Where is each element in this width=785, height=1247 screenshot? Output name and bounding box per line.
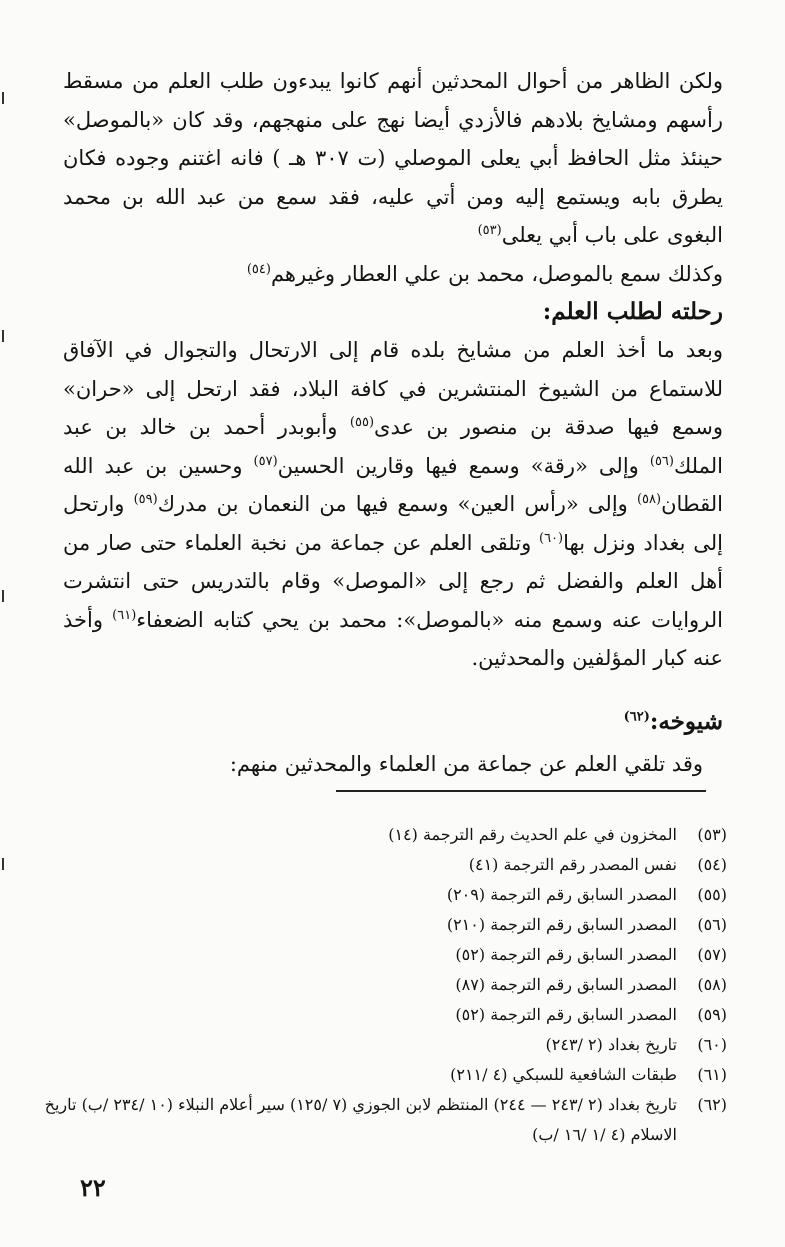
footnote-number: (٥٣) xyxy=(697,825,727,844)
footnote-number: (٥٧) xyxy=(697,945,727,964)
footnote-item xyxy=(37,910,727,940)
footnote-text: المصدر السابق رقم الترجمة (٥٢) xyxy=(455,1005,677,1024)
paragraph-3-text-a: وبعد ما أخذ العلم من مشايخ بلده قام إلى الارتحال والتجوال في الآفاق للاستماع من الشيوخ المنتشرين في كافة البلاد، فقد ارتحل إلى «حران» وسمع فيها صدقة بن منصور بن عدى xyxy=(63,338,723,439)
paragraph-3-text-e: وإلى «رأس العين» وسمع فيها من النعمان بن مدرك xyxy=(157,492,637,516)
footnote-item xyxy=(37,1060,727,1090)
footnote-item xyxy=(37,940,727,970)
paragraph-3-text-c: وإلى «رقة» وسمع فيها وقارين الحسين xyxy=(277,453,650,478)
teachers-intro: وقد تلقي العلم عن جماعة من العلماء والمحدثين منهم: xyxy=(229,752,703,776)
scan-edge-mark xyxy=(2,858,4,870)
scan-edge-mark xyxy=(2,92,4,104)
footnote-number: (٥٤) xyxy=(697,855,727,874)
footnote-text: تاريخ بغداد (٢ /٢٤٣) xyxy=(545,1035,677,1054)
paragraph-3-text-g: وتلقى العلم عن جماعة من نخبة العلماء حتى صار من أهل العلم والفضل ثم رجع إلى «الموصل» وقام بالتدريس حتى انتشرت الروايات عنه وسمع منه «بالموصل»: محمد بن يحي كتابه الضعفاء xyxy=(63,530,723,632)
footnote-ref-58[interactable]: (٥٨) xyxy=(636,492,662,507)
paragraph-3-text-d: وحسين بن عبد الله القطان xyxy=(63,453,723,516)
section-heading-travel: رحلته لطلب العلم: xyxy=(542,298,723,325)
footnote-divider xyxy=(336,790,706,792)
footnote-number: (٥٥) xyxy=(697,885,727,904)
paragraph-1-text: ولكن الظاهر من أحوال المحدثين أنهم كانوا يبدءون طلب العلم من مسقط رأسهم ومشايخ بلادهم فالأزدي أيضا نهج على منهجهم، وقد كان «بالموصل» حينئذ مثل الحافظ أبي يعلى الموصلي (ت ٣٠٧ هـ ) فانه اغتنم وجوده فكان يطرق بابه ويستمع إليه ومن أتي عليه، فقد سمع من عبد الله بن محمد البغوى على باب أبي يعلى xyxy=(63,69,724,247)
footnote-text: المصدر السابق رقم الترجمة (٨٧) xyxy=(455,975,677,994)
paragraph-3-text-f: وارتحل إلى بغداد ونزل بها xyxy=(63,492,724,555)
paragraph-3-text-b: وأبوبدر أحمد بن خالد بن عبد الملك xyxy=(63,415,724,478)
footnote-item xyxy=(37,1090,727,1150)
footnote-ref-59[interactable]: (٥٩) xyxy=(133,492,158,507)
footnote-ref-60[interactable]: (٦٠) xyxy=(538,530,564,546)
footnotes-list xyxy=(37,820,727,1150)
footnote-ref-61[interactable]: (٦١) xyxy=(112,607,137,623)
section-heading-teachers-text: شيوخه: xyxy=(649,708,723,735)
footnote-text: المصدر السابق رقم الترجمة (٥٢) xyxy=(455,945,677,964)
scan-edge-mark xyxy=(2,590,4,602)
paragraph-2-text: وكذلك سمع بالموصل، محمد بن علي العطار وغيرهم xyxy=(270,261,723,286)
footnote-number: (٦٠) xyxy=(697,1035,727,1054)
footnote-text: نفس المصدر رقم الترجمة (٤١) xyxy=(468,855,677,874)
scan-edge-mark xyxy=(2,330,4,342)
footnote-item xyxy=(37,1000,727,1030)
footnote-item xyxy=(37,1030,727,1060)
footnote-number: (٦٢) xyxy=(697,1095,727,1114)
footnote-number: (٦١) xyxy=(697,1065,727,1084)
paragraph-2 xyxy=(63,255,723,294)
footnote-item xyxy=(37,970,727,1000)
footnote-text: المصدر السابق رقم الترجمة (٢١٠) xyxy=(446,915,677,934)
footnote-number: (٥٨) xyxy=(697,975,727,994)
page-number: ٢٢ xyxy=(80,1173,106,1202)
footnote-item xyxy=(37,880,727,910)
footnote-number: (٥٦) xyxy=(697,915,727,934)
footnote-ref-57[interactable]: (٥٧) xyxy=(253,453,278,469)
footnote-text: المخزون في علم الحديث رقم الترجمة (١٤) xyxy=(388,825,677,844)
footnote-item xyxy=(37,820,727,850)
footnote-ref-56[interactable]: (٥٦) xyxy=(649,453,674,469)
footnote-ref-54[interactable]: (٥٤) xyxy=(246,261,271,277)
footnote-ref-55[interactable]: (٥٥) xyxy=(349,415,375,430)
paragraph-1 xyxy=(63,62,723,255)
section-heading-teachers xyxy=(624,708,723,735)
main-text xyxy=(63,62,723,678)
paragraph-3 xyxy=(63,331,723,678)
footnote-text: المصدر السابق رقم الترجمة (٢٠٩) xyxy=(446,885,677,904)
footnote-ref-62[interactable]: (٦٢) xyxy=(623,709,650,725)
footnote-text: طبقات الشافعية للسبكي (٤ /٢١١) xyxy=(450,1065,677,1084)
footnote-text: تاريخ بغداد (٢ /٢٤٣ — ٢٤٤) المنتظم لابن الجوزي (٧ /١٢٥) سير أعلام النبلاء (١٠ /٢٣٤ /ب) تاريخ الاسلام (٤ /١ /١٦ /ب) xyxy=(44,1095,677,1144)
footnote-item xyxy=(37,850,727,880)
paragraph-3-text-h: وأخذ عنه كبار المؤلفين والمحدثين. xyxy=(63,607,723,670)
footnote-ref-53[interactable]: (٥٣) xyxy=(477,223,502,238)
footnote-number: (٥٩) xyxy=(697,1005,727,1024)
